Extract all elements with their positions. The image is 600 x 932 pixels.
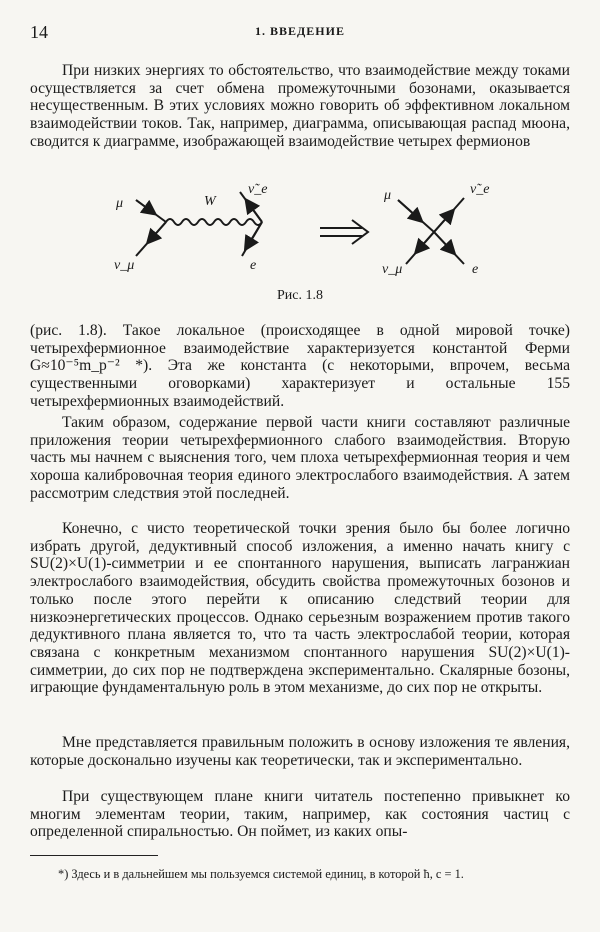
electron-arrow [248, 222, 262, 245]
label-nu-mu: ν_μ [114, 258, 135, 273]
paragraph-1: При низких энергиях то обстоятельство, что взаимодействие между токами осуществляется за счет обмена промежуточными бозонами, оказывается несущественным. В этих условиях можно говорить об эффективном локальном взаимодействии токов. Так, например, диаграмма, описывающая распад мюона, сводится к диаграмме, изображающей взаимодействие четырех фермионов [30, 62, 570, 150]
figure-caption: Рис. 1.8 [277, 288, 323, 303]
electron-arrow [434, 232, 451, 250]
numu-arrow [419, 232, 434, 249]
label-w: W [204, 194, 216, 209]
numu-arrow [151, 222, 166, 239]
footnote: *) Здесь и в дальнейшем мы пользуемся системой единиц, в которой ħ, c = 1. [58, 867, 464, 881]
w-boson-propagator [166, 219, 262, 225]
label-mu: μ [384, 188, 392, 203]
label-mu: μ [116, 196, 124, 211]
paragraph-5: Мне представляется правильным положить в основу изложения те явления, которые досконально изучены как теоретически, так и экспериментально. [30, 734, 570, 769]
paragraph-3: Таким образом, содержание первой части книги составляют различные приложения теории четырехфермионного слабого взаимодействия. Вторую часть мы начнем с выяснения того, чем плоха четырехфермионная теория и чем хороша калибровочная теория единого электрослабого взаимодействия. А затем рассмотрим следствия этой последней. [30, 414, 570, 502]
page-header [30, 22, 570, 44]
paragraph-2: (рис. 1.8). Такое локальное (происходящее в одной мировой точке) четырехфермионное взаимодействие характеризуется константой Ферми G≈10⁻⁵m_p⁻² *). Эта же константа (с некоторыми, впрочем, весьма существенными оговорками) характеризует и остальные 155 четырехфермионных взаимодействий. [30, 322, 570, 410]
paragraph-6: При существующем плане книги читатель постепенно привыкнет ко многим элементам теории, таким, например, как состояния частиц с определенной спиральностью. Он поймет, из каких опы- [30, 788, 570, 841]
label-nu-mu: ν_μ [382, 262, 403, 277]
footnote-rule [30, 855, 158, 856]
label-anti-nu-e: ν̃_e [470, 182, 490, 197]
feynman-diagram-figure [100, 172, 520, 292]
right-feynman-diagram [398, 198, 464, 264]
feynman-diagram-graphic [100, 172, 520, 282]
reduces-to-arrow [320, 220, 368, 244]
antineutrino-arrow [434, 214, 450, 232]
page-number: 14 [30, 22, 48, 42]
left-feynman-diagram [136, 192, 262, 256]
paragraph-4: Конечно, с чисто теоретической точки зрения было бы более логично избрать другой, дедуктивный способ изложения, а именно начать книгу с SU(2)×U(1)-симметрии и ее спонтанного нарушения, выписать лагранжиан электрослабого взаимодействия, обсудить свойства промежуточных бозонов и только после этого перейти к описанию следствий теории для низкоэнергетических процессов. Однако серьезным возражением против такого дедуктивного плана является то, что та часть электрослабой теории, которая связана с конкретным механизмом спонтанного нарушения SU(2)×U(1)-симметрии, до сих пор не подтверждена экспериментально. Скалярные бозоны, играющие фундаментальную роль в этом механизме, до сих пор не открыты. [30, 520, 570, 697]
label-electron: e [250, 258, 257, 273]
muon-arrow [398, 200, 418, 218]
label-electron: e [472, 262, 479, 277]
label-anti-nu-e: ν̃_e [248, 182, 268, 197]
muon-arrow [136, 200, 151, 211]
running-head: 1. ВВЕДЕНИЕ [255, 24, 345, 38]
